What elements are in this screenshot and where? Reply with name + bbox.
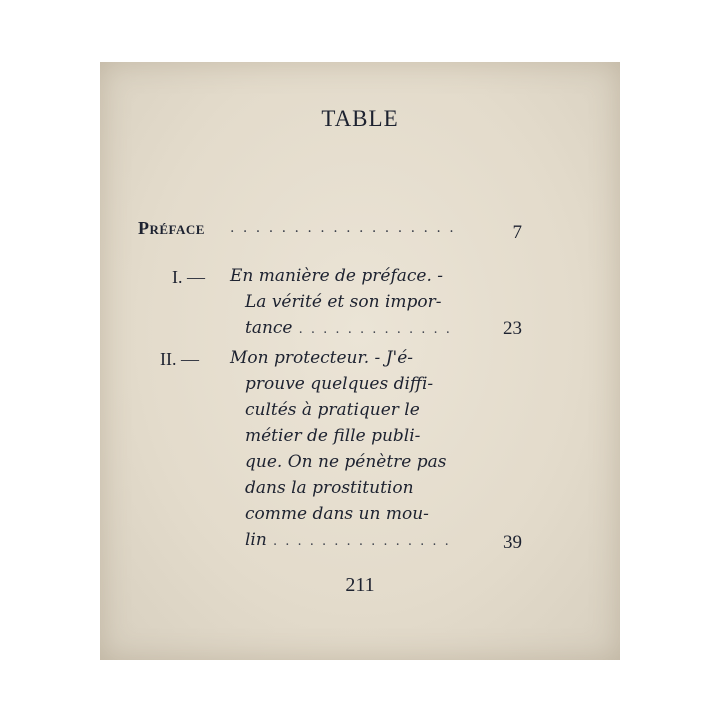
chapter-2-page-number: 39 [503, 532, 522, 553]
chapter-2-line-1: Mon protecteur. - J'é- [230, 348, 413, 368]
chapter-2-line-4: métier de fille publi- [245, 426, 421, 446]
preface-page-number: 7 [512, 222, 522, 243]
preface-leader-dots: . . . . . . . . . . . . . . . . . . [230, 220, 456, 236]
chapter-2-line-8-text: lin [245, 530, 267, 550]
chapter-1-line-3 [245, 318, 452, 338]
preface-label: Préface [138, 218, 205, 238]
folio-page-number: 211 [345, 574, 375, 596]
chapter-1-number: I. — [172, 267, 205, 287]
chapter-2-line-3: cultés à pratiquer le [245, 400, 420, 420]
page-title: TABLE [321, 106, 399, 131]
book-page [100, 62, 620, 660]
chapter-1-line-3-text: tance [245, 318, 293, 338]
chapter-2-line-7: comme dans un mou- [245, 504, 429, 524]
chapter-2-line-2: prouve quelques diffi- [245, 374, 434, 394]
chapter-2-number: II. — [160, 349, 199, 369]
chapter-1-line-2: La vérité et son impor- [245, 292, 442, 312]
chapter-2-leader-dots: . . . . . . . . . . . . . . . [266, 534, 451, 549]
chapter-1-line-1: En manière de préface. - [230, 266, 444, 286]
chapter-2-line-6: dans la prostitution [245, 478, 414, 498]
chapter-1-page-number: 23 [503, 318, 522, 339]
chapter-2-line-5: que. On ne pénètre pas [245, 452, 447, 472]
chapter-2-line-8 [245, 530, 451, 550]
chapter-1-leader-dots: . . . . . . . . . . . . . [292, 322, 452, 337]
